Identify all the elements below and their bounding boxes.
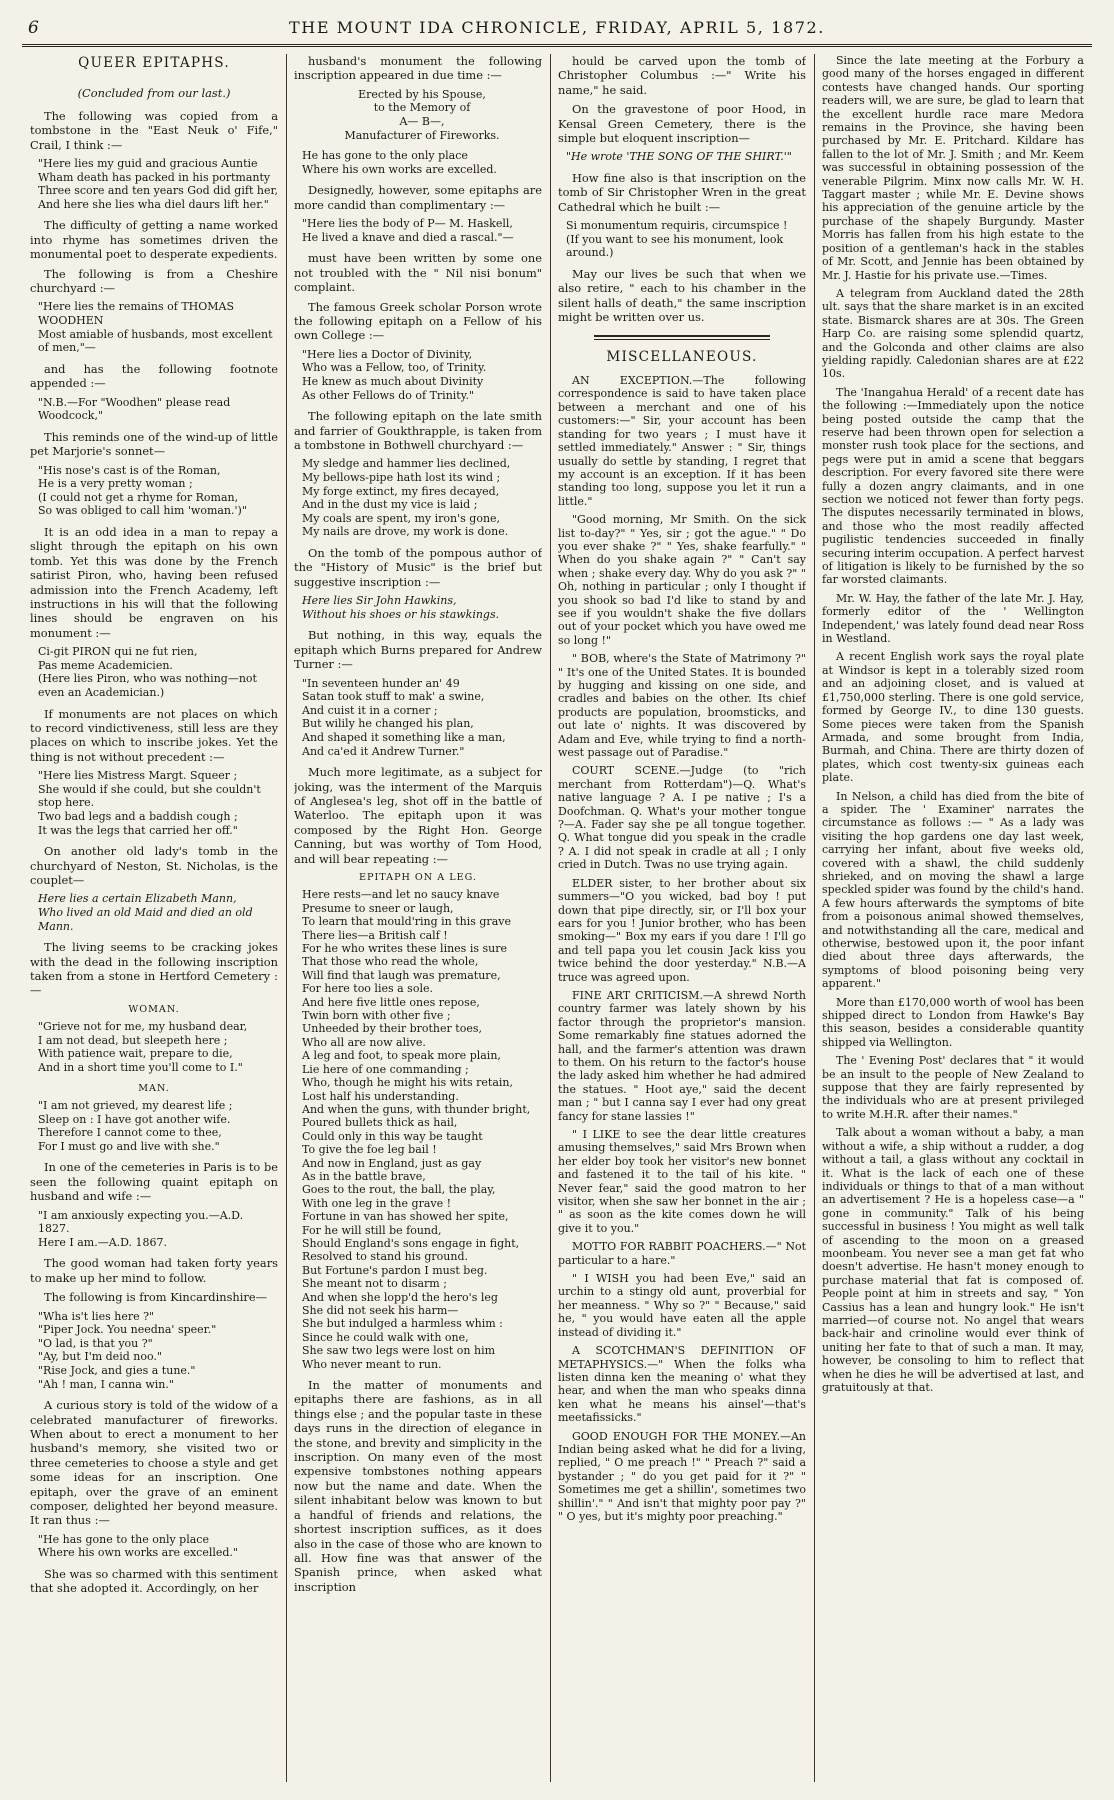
paragraph: "Good morning, Mr Smith. On the sick list to-day?" " Yes, sir ; got the ague." " Do you ever shake ?" " Yes, shake fearfully." " When do you shake again ?" " Can't say when ; shake every day. Why do you ask ?" " Oh, nothing in particular ; only I thought if you shook so bad I'd like to stand by and see if you wouldn't shake the five dollars out of your pocket which you have owed me so long !": [558, 513, 806, 647]
paragraph: Much more legitimate, as a subject for joking, was the interment of the Marquis of Anglesea's leg, shot off in the battle of Waterloo. The epitaph upon it was composed by the Right Hon. George Canning, but was worthy of Tom Hood, and will bear repeating :—: [294, 765, 542, 866]
verse: "He has gone to the only place Where his own works are excelled.": [38, 1532, 238, 1560]
paragraph: A recent English work says the royal plate at Windsor is kept in a tolerably sized room and an adjoining closet, and is valued at £1,750,000 sterling. There is one gold service, formed by George IV., to dine 130 guests. Some pieces were taken from the Spanish Armada, and some brought from India, Burmah, and China. There are thirty dozen of plates, which cost twenty-six guineas each plate.: [822, 650, 1084, 785]
paragraph: The 'Inangahua Herald' of a recent date has the following :—Immediately upon the notice being posted outside the camp that the reserve had been thrown open for selection a monster rush took place for the sections, and pegs were put in amid a scene that beggars description. For every favored site there were fully a dozen angry claimants, and in one section we noticed not fewer than forty pegs. The disputes necessarily terminated in blows, and those who the most readily affected pugilistic tendencies succeeded in finally securing interim occupation. A perfect harvest of litigation is likely to be furnished by the so far worsted claimants.: [822, 385, 1084, 587]
masthead-bar: [22, 10, 1092, 47]
verse-label: WOMAN.: [128, 1003, 180, 1015]
newspaper-masthead: THE MOUNT IDA CHRONICLE, FRIDAY, APRIL 5, 1872.: [289, 18, 825, 37]
verse: "I am not grieved, my dearest life ; Sleep on : I have got another wife. Therefore I cannot come to thee, For I must go and live with she.": [38, 1099, 233, 1153]
verse: "Here lies a Doctor of Divinity, Who was a Fellow, too, of Trinity. He knew as much about Divinity As other Fellows do of Trinity.": [302, 347, 487, 402]
paragraph: It is an odd idea in a man to repay a slight through the epitaph on his own tomb. Yet this was done by the French satirist Piron, who, having been refused admission into the French Academy, left instructions in his will that the following lines should be engraven on his monument :—: [30, 525, 278, 640]
paragraph: The following was copied from a tombstone in the "East Neuk o' Fife," Crail, I think :—: [30, 108, 278, 152]
poem-title: EPITAPH ON A LEG.: [359, 872, 477, 883]
paragraph: ELDER sister, to her brother about six summers—"O you wicked, bad boy ! put down that pipe directly, sir, or I'll box your ears for you ! Junior brother, who has been smoking—" Box my ears if you dare ! I'll go and tell papa you let cousin Jack kiss you twice behind the door yesterday." N.B.—A truce was agreed upon.: [558, 876, 806, 984]
paragraph: On the tomb of the pompous author of the "History of Music" is the brief but suggestive inscription :—: [294, 545, 542, 589]
verse: Here lies a certain Elizabeth Mann, Who lived an old Maid and died an old Mann.: [38, 892, 253, 933]
paragraph: A curious story is told of the widow of a celebrated manufacturer of fireworks. When about to erect a monument to her husband's memory, she visited two or three cemeteries to choose a style and get some ideas for an inscription. One epitaph, over the grave of an eminent composer, delighted her beyond measure. It ran thus :—: [30, 1398, 278, 1528]
paragraph: AN EXCEPTION.—The following correspondence is said to have taken place between a merchant and one of his customers:—" Sir, your account has been standing for two years ; I must have it settled immediately." Answer : " Sir, things usually do settle by standing, I regret that my account is an exception. If it has been standing too long, suppose you let it run a little.": [558, 374, 806, 508]
verse: "Here lies my guid and gracious Auntie Wham death has packed in his portmanty Three score and ten years God did gift her, And here she lies wha diel daurs lift her.": [38, 157, 278, 211]
column-3: [558, 54, 806, 1782]
verse: Si monumentum requiris, circumspice ! (If you want to see his monument, look around.): [566, 219, 788, 260]
verse: "Here lies Mistress Margt. Squeer ; She would if she could, but she couldn't stop here. Two bad legs and a baddish cough ; It was the legs that carried her off.": [38, 769, 261, 837]
verse: Here rests—and let no saucy knave Presume to sneer or laugh, To learn that mould'ring in this grave There lies—a British calf ! For he who writes these lines is sure That those who read the whole, Will find that laugh was premature, For here too lies a sole. And here five little ones repose, Twin born with other five ; Unheeded by their brother toes, Who all are now alive. A leg and foot, to speak more plain, Lie here of one commanding ; Who, though he might his wits retain, Lost half his understanding. And when the guns, with thunder bright, Poured bullets thick as hail, Could only in this way be taught To give the foe leg bail ! And now in England, just as gay As in the battle brave, Goes to the rout, the ball, the play, With one leg in the grave ! Fortune in van has showed her spite, For he will still be found, Should England's sons engage in fight, Resolved to stand his ground. But Fortune's pardon I must beg. She meant not to disarm ; And when she lopp'd the hero's leg She did not seek his harm— She but indulged a harmless whim : Since he could walk with one, She saw two legs were lost on him Who never meant to run.: [302, 888, 531, 1371]
paragraph: But nothing, in this way, equals the epitaph which Burns prepared for Andrew Turner :—: [294, 628, 542, 672]
section-divider: [594, 339, 770, 340]
paragraph: She was so charmed with this sentiment that she adopted it. Accordingly, on her: [30, 1567, 278, 1596]
verse: He has gone to the only place Where his own works are excelled.: [302, 149, 497, 176]
page-number: 6: [28, 18, 39, 38]
paragraph: If monuments are not places on which to record vindictiveness, still less are they places on which to inscribe jokes. Yet the thing is not without precedent :—: [30, 706, 278, 764]
paragraph: " BOB, where's the State of Matrimony ?" " It's one of the United States. It is bounded by hugging and kissing on one side, and cradles and babies on the other. Its chief products are population, broomsticks, and out late o' nights. It was discovered by Adam and Eve, while trying to find a north-west passage out of Paradise.": [558, 652, 806, 760]
paragraph: The following epitaph on the late smith and farrier of Goukthrapple, is taken from a tombstone in Bothwell churchyard :—: [294, 409, 542, 452]
verse: "In seventeen hunder an' 49 Satan took stuff to mak' a swine, And cuist it in a corner ; But wilily he changed his plan, And shaped it something like a man, And ca'ed it Andrew Turner.": [302, 676, 506, 758]
paragraph: husband's monument the following inscription appeared in due time :—: [294, 54, 542, 83]
paragraph: and has the following footnote appended :—: [30, 361, 278, 391]
verse: Here lies Sir John Hawkins, Without his shoes or his stawkings.: [302, 594, 500, 621]
paragraph: GOOD ENOUGH FOR THE MONEY.—An Indian being asked what he did for a living, replied, " O me preach !" " Preach ?" said a bystander ; " do you get paid for it ?" " Sometimes me get a shillin', sometimes two shillin'." " And isn't that mighty poor pay ?" " O yes, but it's mighty poor preaching.": [558, 1429, 806, 1523]
verse: "Grieve not for me, my husband dear, I am not dead, but sleepeth here ; With patience wait, prepare to die, And in a short time you'll come to I.": [38, 1020, 248, 1075]
paragraph: Designedly, however, some epitaphs are more candid than complimentary :—: [294, 183, 542, 212]
paragraph: On the gravestone of poor Hood, in Kensal Green Cemetery, there is the simple but eloquent inscription—: [558, 102, 806, 146]
paragraph: " I LIKE to see the dear little creatures amusing themselves," said Mrs Brown when her elder boy took her visitor's new bonnet and fastened it to the tail of his kite. " Never fear," said the good matron to her visitor, when she saw her bonnet in the air ; " as soon as the kite comes down he will give it to you.": [558, 1128, 806, 1235]
verse: "Wha is't lies here ?" "Piper Jock. You needna' speer." "O lad, is that you ?" "Ay, but I'm deid noo." "Rise Jock, and gies a tune." "Ah ! man, I canna win.": [38, 1309, 217, 1391]
verse: "Here lies the body of P— M. Haskell, He lived a knave and died a rascal."—: [302, 217, 514, 244]
paragraph: The living seems to be cracking jokes with the dead in the following inscription taken from a stone in Hertford Cemetery :—: [30, 940, 278, 998]
paragraph: Talk about a woman without a baby, a man without a wife, a ship without a rudder, a dog without a tail, a glass without any cocktail in it. What is the lack of each one of these individuals or things to that of a man without an advertisement ? He is a hopeless case—a " gone in community." Talk of his being successful in business ! You might as well talk of ascending to the moon on a greased moonbeam. You never see a man get fat who doesn't advertise. He hasn't money enough to purchase material that fat is composed of. People point at him in streets and say, " Yon Cassius has a lean and hungry look." He isn't married—of course not. No angel that wears back-hair and crinoline would ever think of uniting her fate to that of such a man. It may, however, be consoling to him to reflect that when he dies he will be advertised at last, and gratuitously at that.: [822, 1126, 1084, 1394]
paragraph: In one of the cemeteries in Paris is to be seen the following quaint epitaph on husband and wife :—: [30, 1160, 278, 1204]
paragraph: must have been written by some one not troubled with the " Nil nisi bonum" complaint.: [294, 251, 542, 295]
paragraph: MOTTO FOR RABBIT POACHERS.—" Not particular to a hare.": [558, 1240, 806, 1267]
verse: "Here lies the remains of THOMAS WOODHEN Most amiable of husbands, most excellent of men,"—: [38, 300, 273, 355]
paragraph: hould be carved upon the tomb of Christopher Columbus :—" Write his name," he said.: [558, 54, 806, 97]
paragraph: The famous Greek scholar Porson wrote the following epitaph on a Fellow of his own College :—: [294, 299, 542, 343]
paragraph: How fine also is that inscription on the tomb of Sir Christopher Wren in the great Cathedral which he built :—: [558, 171, 806, 214]
paragraph: FINE ART CRITICISM.—A shrewd North country farmer was lately shown by his factor through the proprietor's mansion. Some remarkably fine statues adorned the hall, and the farmer's attention was drawn to them. On his return to the factor's house the lady asked him whether he had admired the statues. " Hoot aye," said the decent man ; " but I canna say I ever had ony great fancy for stane lassies !": [558, 988, 806, 1123]
column-4: [822, 54, 1084, 1782]
paragraph: The difficulty of getting a name worked into rhyme has sometimes driven the monumental poet to desperate expedients.: [30, 218, 278, 262]
paragraph: The ' Evening Post' declares that " it would be an insult to the people of New Zealand to suppose that they are fairly represented by the individuals who are at present privileged to write M.H.R. after their names.": [822, 1054, 1084, 1121]
article-title: QUEER EPITAPHS.: [78, 55, 230, 71]
verse-label: MAN.: [138, 1082, 170, 1094]
paragraph: More than £170,000 worth of wool has been shipped direct to London from Hawke's Bay this season, besides a considerable quantity shipped via Wellington.: [822, 995, 1084, 1049]
verse: "N.B.—For "Woodhen" please read Woodcock,": [38, 395, 231, 423]
paragraph: A SCOTCHMAN'S DEFINITION OF METAPHYSICS.—" When the folks wha listen dinna ken the meaning o' what they hear, and when the man who speaks dinna ken what he means his ainsel'—that's meetafissicks.": [558, 1344, 806, 1425]
paragraph: This reminds one of the wind-up of little pet Marjorie's sonnet—: [30, 429, 278, 459]
column-rule: [814, 54, 815, 1782]
column-rule: [550, 54, 551, 1782]
column-2: [294, 54, 542, 1782]
column-rule: [286, 54, 287, 1782]
section-divider: [594, 335, 770, 337]
section-title: MISCELLANEOUS.: [606, 348, 758, 365]
paragraph: On another old lady's tomb in the churchyard of Neston, St. Nicholas, is the couplet—: [30, 844, 278, 888]
paragraph: Mr. W. Hay, the father of the late Mr. J. Hay, formerly editor of the ' Wellington Independent,' was lately found dead near Ross in Westland.: [822, 591, 1084, 646]
paragraph: COURT SCENE.—Judge (to "rich merchant from Rotterdam")—Q. What's native language ? A. I pe native ; I's a Doofchman. Q. What's your mother tongue ?—A. Fader say she pe all tongue together. Q. What tongue did you speak in the cradle ? A. I did not speak in cradle at all ; I only cried in Dutch. Twas no use trying again.: [558, 764, 806, 872]
paragraph: The good woman had taken forty years to make up her mind to follow.: [30, 1256, 278, 1285]
verse: Erected by his Spouse, to the Memory of A— B—, Manufacturer of Fireworks.: [344, 87, 500, 142]
verse: "He wrote 'THE SONG OF THE SHIRT.'": [566, 150, 792, 164]
paragraph: In the matter of monuments and epitaphs there are fashions, as in all things else ; and the popular taste in these days runs in the direction of elegance in the stone, and brevity and simplicity in the inscription. On many even of the most expensive tombstones nothing appears now but the name and date. When the silent inhabitant below was known to but a handful of friends and relations, the shortest inscription suffices, as it does also in the case of those who are known to all. How fine was that answer of the Spanish prince, when asked what inscription: [294, 1378, 542, 1594]
paragraph: " I WISH you had been Eve," said an urchin to a stingy old aunt, proverbial for her meanness. " Why so ?" " Because," said he, " you would have eaten all the apple instead of dividing it.": [558, 1272, 806, 1339]
verse: "His nose's cast is of the Roman, He is a very pretty woman ; (I could not get a rhyme for Roman, So was obliged to call him 'woman.')": [38, 463, 247, 518]
paragraph: The following is from Kincardinshire—: [44, 1290, 267, 1305]
verse: "I am anxiously expecting you.—A.D. 1827. Here I am.—A.D. 1867.: [38, 1208, 244, 1249]
paragraph: Since the late meeting at the Forbury a good many of the horses engaged in different contests have changed hands. Our sporting readers will, we are sure, be glad to learn that the excellent hurdle race mare Medora remains in the Province, she having been purchased by Mr. E. Pritchard. Kildare has fallen to the lot of Mr. J. Smith ; and Mr. Keem was successful in obtaining possession of the venerable Pilgrim. Minx now calls Mr. W. H. Taggart master ; while Mr. E. Devine shows his appreciation of the genuine article by the purchase of the shapely Burgundy. Master Morris has fallen from his high estate to the position of a gentleman's hack in the stables of Mr. Scott, and Jennie has been obtained by Mr. J. Hastie for his private use.—Times.: [822, 54, 1084, 282]
paragraph: The following is from a Cheshire churchyard :—: [30, 266, 278, 296]
column-1: [30, 54, 278, 1782]
paragraph: May our lives be such that when we also retire, " each to his chamber in the silent halls of death," the same inscription might be written over us.: [558, 267, 806, 325]
article-subtitle: (Concluded from our last.): [77, 86, 231, 101]
verse: My sledge and hammer lies declined, My bellows-pipe hath lost its wind ; My forge extinct, my fires decayed, And in the dust my vice is laid ; My coals are spent, my iron's gone, My nails are drove, my work is done.: [302, 457, 511, 539]
paragraph: In Nelson, a child has died from the bite of a spider. The ' Examiner' narrates the circumstance as follows :— " As a lady was visiting the hop gardens one day last week, carrying her infant, about five weeks old, covered with a shawl, the child suddenly shrieked, and on moving the shawl a large speckled spider was found by the child's hand. A few hours afterwards the symptoms of bite from a poisonous animal showed themselves, and notwithstanding all the care, medical and otherwise, bestowed upon it, the poor infant died about three days afterwards, the symptoms of blood poisoning being very apparent.": [822, 789, 1084, 991]
verse: Ci-git PIRON qui ne fut rien, Pas meme Academicien. (Here lies Piron, who was nothing—not even an Academician.): [38, 645, 257, 700]
paragraph: A telegram from Auckland dated the 28th ult. says that the share market is in an excited state. Bismarck shares are at 30s. The Green Harp Co. are raising some splendid quartz, and the Golconda and other claims are also yielding rapidly. Caledonian shares are at £22 10s.: [822, 286, 1084, 381]
